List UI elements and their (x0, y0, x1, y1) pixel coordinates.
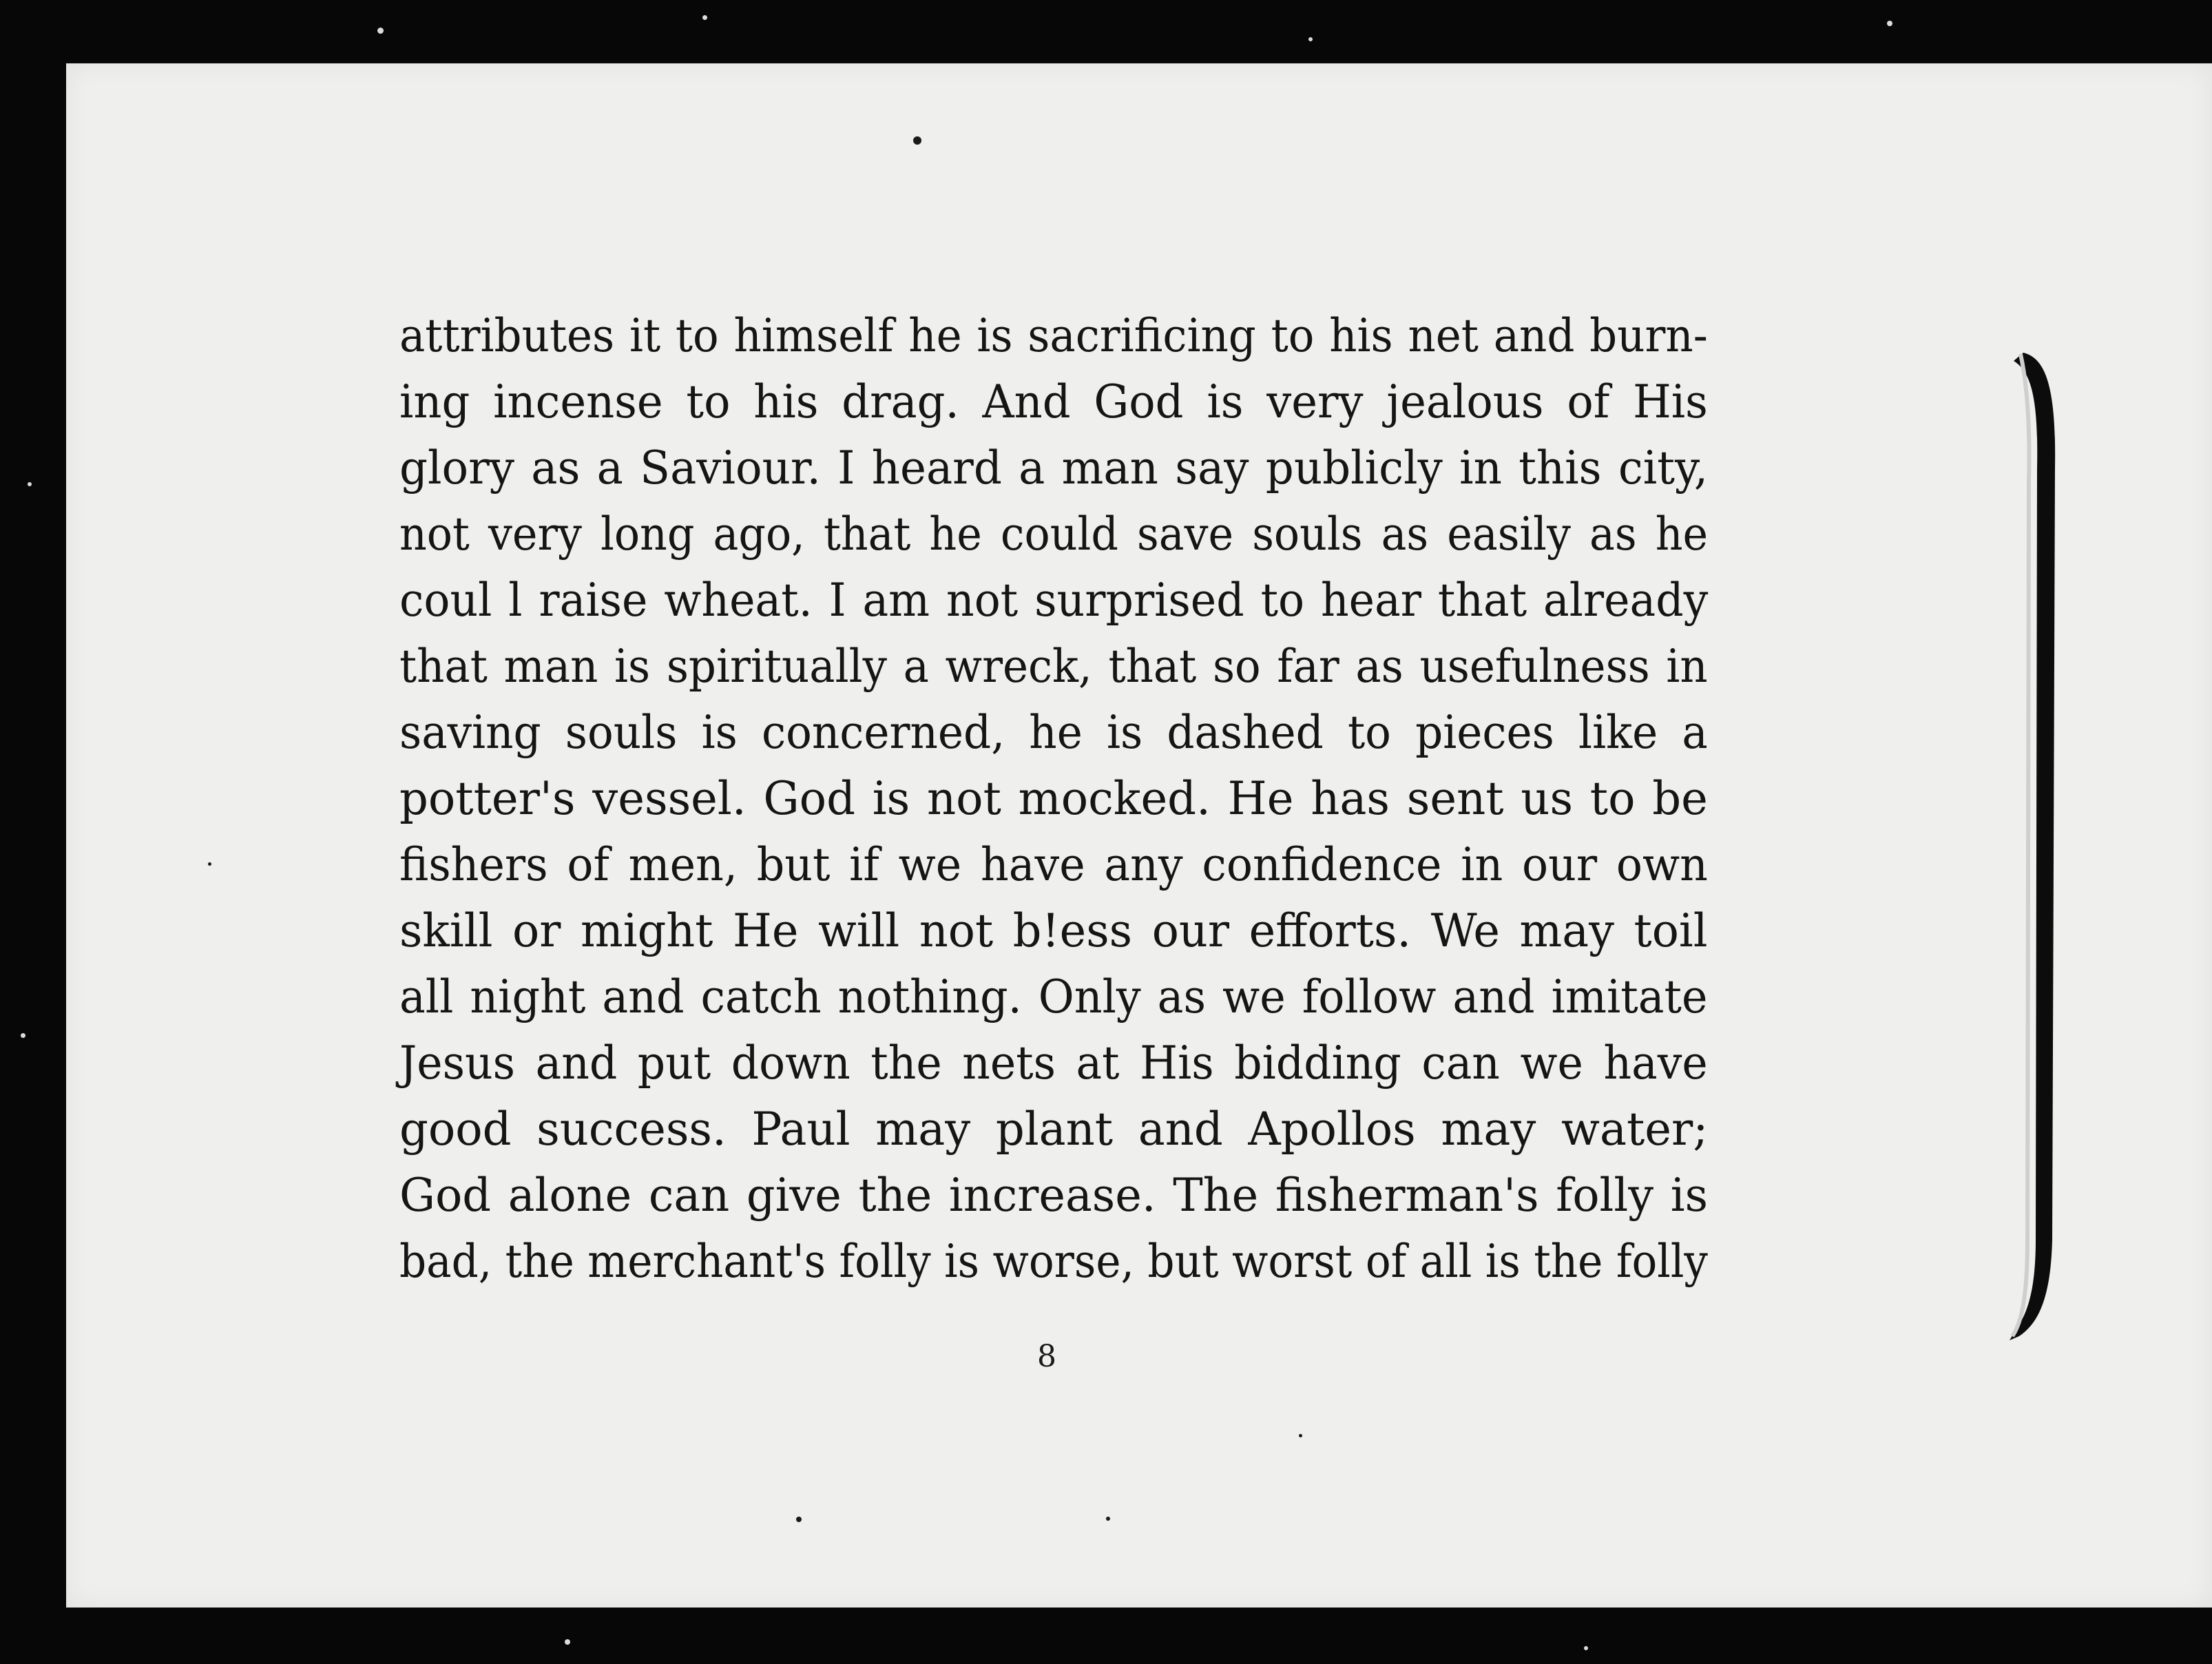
text-line: Jesus and put down the nets at His bidding can we have (399, 1037, 1708, 1090)
dust-speck (565, 1639, 570, 1645)
text-line: glory as a Saviour. I heard a man say publicly in this city, (399, 441, 1709, 495)
text-line: not very long ago, that he could save souls as easily as he (399, 508, 1709, 561)
ink-speck (1106, 1517, 1110, 1521)
ink-speck (913, 136, 921, 145)
dust-speck (28, 482, 32, 486)
text-line: fishers of men, but if we have any confidence in our own (399, 838, 1708, 891)
ink-speck (208, 862, 211, 866)
text-line: all night and catch nothing. Only as we follow and imitate (399, 970, 1708, 1023)
text-line: skill or might He will not b!ess our efforts. We may toil (399, 904, 1708, 957)
ink-speck (796, 1517, 802, 1522)
text-line: saving souls is concerned, he is dashed to pieces like a (399, 706, 1708, 759)
text-line: God alone can give the increase. The fisherman's folly is (399, 1169, 1709, 1222)
dust-speck (702, 15, 707, 20)
bookmark-ribbon (1997, 344, 2073, 1350)
text-line: good success. Paul may plant and Apollos may water; (399, 1103, 1709, 1156)
text-line: attributes it to himself he is sacrificing to his net and burn- (399, 309, 1708, 362)
text-line: bad, the merchant's folly is worse, but worst of all is the folly (399, 1235, 1708, 1288)
dust-speck (1887, 21, 1892, 26)
ink-speck (1299, 1434, 1302, 1437)
text-line: that man is spiritually a wreck, that so far as usefulness in (399, 640, 1708, 693)
dust-speck (377, 28, 384, 34)
dust-speck (1308, 37, 1313, 41)
page-number: 8 (1037, 1339, 1056, 1374)
dust-speck (1584, 1646, 1588, 1650)
dust-speck (21, 1033, 25, 1038)
text-line: ing incense to his drag. And God is very jealous of His (399, 375, 1708, 428)
text-line: coul l raise wheat. I am not surprised to hear that already (399, 574, 1709, 627)
text-line: potter's vessel. God is not mocked. He has sent us to be (399, 772, 1708, 825)
